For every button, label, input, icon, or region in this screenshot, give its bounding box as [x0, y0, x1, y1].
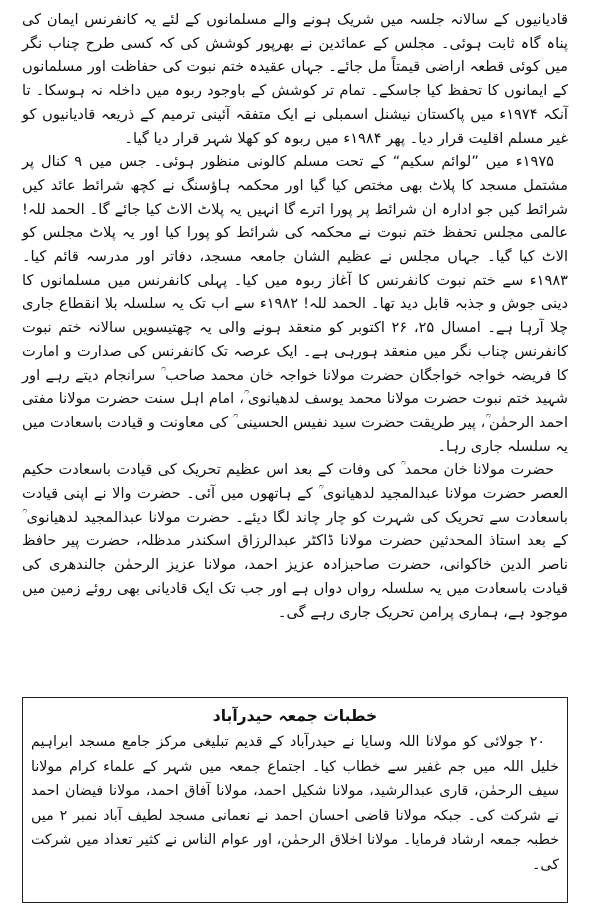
news-box-title: خطبات جمعہ حیدرآباد — [212, 707, 378, 725]
article-paragraph-3: حضرت مولانا خان محمد ؒ کی وفات کے بعد اس عظیم تحریک کی قیادت باسعادت حکیم العصر حضرت مولانا عبدالمجید لدھیانوی ؒ کے ہاتھوں میں آئی۔ حضرت والا نے اپنی قیادت باسعادت سے تحریک کی شہرت کو چار چاند لگا دیئے۔ حضرت مولانا عبدالمجید لدھیانوی ؒ کے بعد استاذ المحدثین حضرت مولانا ڈاکٹر عبدالرزاق اسکندر مدظلہ، حضرت پیر حافظ ناصر الدین خاکوانی، حضرت صاحبزادہ عزیز احمد، مولانا عزیز الرحمٰن جالندھری کی قیادت باسعادت میں یہ سلسلہ رواں دواں ہے اور جب تک ایک قادیانی بھی روئے زمین میں موجود ہے، ہماری پرامن تحریک جاری رہے گی۔ — [22, 461, 568, 621]
article-paragraph-2: ۱۹۷۵ء میں ”لوائم سکیم“ کے تحت مسلم کالونی منظور ہوئی۔ جس میں ۹ کنال پر مشتمل مسجد کا پلاٹ بھی مختص کیا گیا اور محکمہ ہاؤسنگ نے کچھ شرائط عائد کیں شرائط کیں جو ادارہ ان شرائط پر پورا اترے گا انہیں یہ پلاٹ الاٹ کیا جائے گا۔ الحمد للہ! عالمی مجلس تحفظ ختم نبوت نے محکمہ کی شرائط کو پورا کیا اور یہ پلاٹ مجلس کو الاٹ کیا گیا۔ جہاں مجلس نے عظیم الشان جامعہ مسجد، دفاتر اور مدرسہ قائم کیا۔ ۱۹۸۳ء سے ختم نبوت کانفرنس کا آغاز ربوہ میں کیا۔ پہلی کانفرنس میں مسلمانوں کا دینی جوش و جذبہ قابل دید تھا۔ الحمد للہ! ۱۹۸۲ء سے اب تک یہ سلسلہ بلا انقطاع جاری چلا آرہا ہے۔ امسال ۲۵، ۲۶ اکتوبر کو منعقد ہونے والی یہ چھتیسویں سالانہ ختم نبوت کانفرنس چناب نگر میں منعقد ہورہی ہے۔ ایک عرصہ تک کانفرنس کی صدارت و امارت کا فریضہ خواجہ خواجگان حضرت مولانا خواجہ خان محمد صاحب ؒ سرانجام دیتے رہے اور شہید ختم نبوت حضرت مولانا محمد یوسف لدھیانوی ؒ، امام اہل سنت حضرت مولانا مفتی احمد الرحمٰن ؒ، پیر طریقت حضرت سید نفیس الحسینی ؒ کی معاونت و قیادت باسعادت میں یہ سلسلہ جاری رہا۔ — [22, 153, 569, 455]
article-body — [22, 8, 568, 624]
article-paragraph-1: قادیانیوں کے سالانہ جلسہ میں شریک ہونے والے مسلمانوں کے لئے یہ کانفرنس ایمان کی پناہ گاہ ثابت ہوئی۔ مجلس کے عمائدین نے بھرپور کوشش کی کہ کسی طرح چناب نگر میں کوئی قطعہ اراضی قیمتاً مل جائے۔ جہاں عقیدہ ختم نبوت کی حفاظت اور مسلمانوں کے ایمانوں کا تحفظ کیا جاسکے۔ تمام تر کوشش کے باوجود ربوہ میں داخلہ نہ ہوسکا۔ تا آنکہ ۱۹۷۴ء میں پاکستان نیشنل اسمبلی نے ایک متفقہ آئینی ترمیم کے ذریعہ قادیانیوں کو غیر مسلم اقلیت قرار دیا۔ پھر ۱۹۸۴ء میں ربوہ کو کھلا شہر قرار دیا گیا۔ — [22, 11, 568, 147]
news-box — [22, 697, 568, 903]
news-box-paragraph: ۲۰ جولائی کو مولانا اللہ وسایا نے حیدرآباد کے قدیم تبلیغی مرکز جامع مسجد ابراہیم خلیل اللہ میں جم غفیر سے خطاب کیا۔ اجتماع جمعہ میں شہر کے علماء کرام مولانا سیف الرحمٰن، قاری عبدالرشید، مولانا شکیل احمد، مولانا آفاق احمد، مولانا فیضان احمد نے شرکت کی۔ جبکہ مولانا قاضی احسان احمد نے نعمانی مسجد لطیف آباد نمبر ۲ میں خطبہ جمعہ ارشاد فرمایا۔ مولانا اخلاق الرحمٰن، اور عوام الناس نے کثیر تعداد میں شرکت کی۔ — [31, 734, 559, 873]
